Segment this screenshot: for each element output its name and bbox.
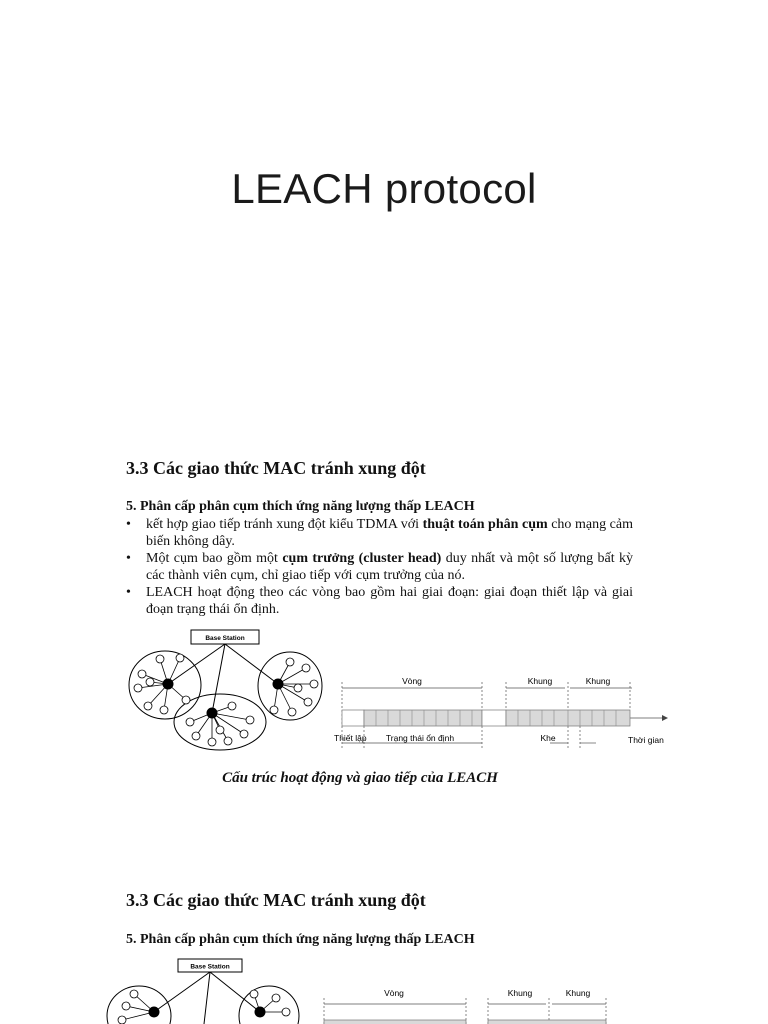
section-heading: 3.3 Các giao thức MAC tránh xung đột xyxy=(126,458,426,478)
frame-label: Khung xyxy=(565,988,591,998)
bullet-text: Một cụm bao gồm một xyxy=(146,551,283,566)
bullet-bold-text: thuật toán phân cụm xyxy=(422,517,548,532)
bullet-text: cho mạng cảm biến không dây. xyxy=(146,517,633,549)
timing-diagram xyxy=(316,984,616,1024)
frame-label: Khung xyxy=(585,676,611,686)
subsection-heading: 5. Phân cấp phân cụm thích ứng năng lượng thấp LEACH xyxy=(126,932,475,947)
bullet-bold-text: cụm trưởng (cluster head) xyxy=(282,551,442,566)
timing-diagram xyxy=(332,668,672,750)
base-station-label: Base Station xyxy=(190,963,230,971)
bullet-list xyxy=(126,516,633,618)
slide-title: LEACH protocol xyxy=(231,165,537,212)
round-label: Vòng xyxy=(384,988,404,998)
cluster-head-node xyxy=(273,679,283,689)
cluster-diagram xyxy=(120,626,330,756)
base-station-label: Base Station xyxy=(205,635,245,642)
cluster-head-node xyxy=(207,708,217,718)
cluster-head-node xyxy=(163,679,173,689)
bullet-item xyxy=(126,584,633,618)
frame-label: Khung xyxy=(507,988,533,998)
bullet-text: kết hợp giao tiếp tránh xung đột kiểu TDMA với xyxy=(146,517,423,532)
section-heading: 3.3 Các giao thức MAC tránh xung đột xyxy=(126,890,426,910)
frame-label: Khung xyxy=(527,676,553,686)
setup-label: Thiết lập xyxy=(334,733,367,743)
figure-caption: Cấu trúc hoạt động và giao tiếp của LEACH xyxy=(222,770,498,786)
round-label: Vòng xyxy=(402,676,422,686)
bullet-item xyxy=(126,516,633,550)
steady-state-label: Trạng thái ổn định xyxy=(385,733,455,743)
bullet-text: LEACH hoạt động theo các vòng bao gồm hai giai đoạn: giai đoạn thiết lập và giai đoạn trạng thái ổn định. xyxy=(146,585,633,617)
time-label: Thời gian xyxy=(628,735,664,745)
bullet-text: duy nhất và một số lượng bất kỳ các thành viên cụm, chỉ giao tiếp với cụm trưởng của nó. xyxy=(146,551,634,583)
cluster-diagram xyxy=(104,954,314,1024)
slot-label: Khe xyxy=(540,733,556,743)
bullet-item xyxy=(126,550,633,584)
subsection-heading: 5. Phân cấp phân cụm thích ứng năng lượng thấp LEACH xyxy=(126,499,475,514)
